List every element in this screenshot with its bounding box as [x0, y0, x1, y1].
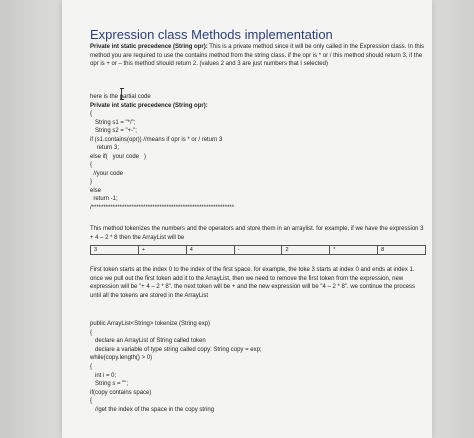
code-line: if(copy contains space) [90, 389, 152, 396]
tokenize-code-block [90, 320, 262, 415]
code-line: String s = ""; [90, 381, 129, 388]
code-line: String s2 = "+-"; [90, 128, 137, 134]
intro-text: This is a private method since it will be only called in the Expression class. In this method you are required to use the contains method from the string class. if the opr is * or / this method should return 3, if the opr is + or – this method should return 2. (values 2 and 3 are just numbers that I selected) [90, 44, 425, 68]
code-line: } [90, 179, 93, 185]
arraylist-table [90, 245, 426, 255]
token-explanation: First token starts at the index 0 to the index of the first space. for example, the toke 3 starts at index 0 and ends at index 1. once we pull out the first token add it to the ArrayList, then we need to remove the first token from the expression, new expression will be "+ 4 – 2 * 8". the next token will be + and the new expression will be "4 – 2 * 8". we continue the process until all the tokens are stored in the ArrayList [90, 267, 416, 300]
code-line: //get the index of the space in the copy string [90, 406, 215, 413]
tokenize-description: This method tokenizes the numbers and the operators and store them in an arraylist. for example, if we have the expression 3 + 4 – 2 * 8 then the ArrayList will be [90, 226, 424, 241]
code-line: { [90, 398, 93, 405]
intro-paragraph [90, 43, 426, 69]
code-line: Private int static precedence (String opr): [90, 102, 208, 109]
code-line: String s1 = "*/"; [90, 119, 136, 126]
code-line: { [90, 363, 93, 370]
code-line: here is the partial code [90, 94, 151, 100]
array-cell: 2 [282, 246, 330, 254]
code-line: //your code [90, 170, 124, 177]
code-line: /************************************************************* [90, 204, 235, 211]
page-title: Expression class Methods implementation [90, 27, 333, 42]
precedence-code-block [90, 93, 234, 212]
array-cell: - [235, 246, 283, 254]
array-cell: 3 [91, 246, 139, 254]
array-cell: 4 [187, 246, 235, 254]
code-line: declare an ArrayList of String called token [90, 338, 206, 345]
code-line: return 3; [90, 145, 120, 151]
code-line: if (s1.contains(opr)) //means if opr is * or / return 3 [90, 136, 223, 143]
array-cell: * [330, 246, 378, 254]
code-line: { [90, 329, 93, 336]
code-line: public ArrayList<String> tokenize (String exp) [90, 321, 211, 327]
code-line: { [90, 162, 93, 168]
code-line: declare a variable of type string called copy: String copy = exp; [90, 346, 262, 353]
code-line: else [90, 187, 102, 194]
code-line: int i = 0; [90, 372, 117, 379]
code-line: { [90, 111, 93, 117]
array-cell: + [139, 246, 187, 254]
code-line: return -1; [90, 196, 118, 202]
code-line: else if( your code ) [90, 153, 147, 160]
method-signature: Private int static precedence (String opr): [90, 44, 208, 50]
code-line: while(copy.length() > 0) [90, 355, 153, 362]
array-cell: 8 [381, 247, 385, 253]
